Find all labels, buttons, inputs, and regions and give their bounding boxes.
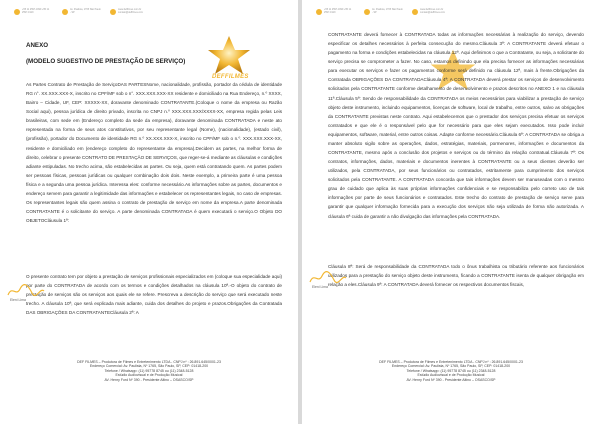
header-contact-address: Av. Paulista, 1765 São Paulo - SP (364, 8, 404, 15)
annex-subheading: (MODELO SUGESTIVO DE PRESTAÇÃO DE SERVIÇO) (26, 58, 186, 65)
document-page-right (302, 0, 600, 424)
header-contact-address: Av. Paulista, 1765 São Paulo - SP (62, 8, 102, 15)
location-icon (364, 9, 370, 15)
mail-icon (110, 9, 116, 15)
contract-body-paragraph: As Partes Contrato de Prestação de ServiçoDAS PARTESNome, nacionalidade, profissão, portador da cédula de identidade RG n°. XX.XXX.XXX-X, inscrito no CPF/MF sob o n°. XXX.XXX.XXX-XX residente e domiciliado na Rua Endereço, n.º XXXX, Bairro – Cidade, UF, CEP: XXXXX-XX, doravante denominado CONTRATANTE.(Coloque o nome da empresa ou Razão Social aqui), pessoa jurídica de direito privado, inscrita no CNPJ n.º XXX.XXX.XXX/XXXX-XX, empresa regida pelas Leis brasileiras, com sede em (Endereço completo da sede da empresa), doravante denominada CONTRATADA e neste ato representada na forma de seus atos constitutivos, por seu representante legal (Nome), (nacionalidade), (estado civil), (profissão), portador do Documento de identidade RG n.º XX.XXX.XXX-X, inscrito no CPF/MF sob o n.º. XXX.XXX.XXX-XX, residente e domiciliado em (endereço completo do representante da empresa).Decidem as partes, na melhor forma de direito, celebrar o presente CONTRATO DE PRESTAÇÃO DE SERVIÇOS, que reger-se-á mediante as cláusulas e condições adiante estipuladas. No trecho acima, são estabelecidas as partes. Ou seja, quem está contratando quem. As partes podem ser pessoas físicas, pessoas jurídicas ou qualquer combinação dois dois. Neste exemplo, a primeira parte é uma pessoa física e a segunda uma pessoa jurídica. Interessa eles: conforme necessário.As informações sobre as partes, documentos e endereço servem para garantir a legitimidade das informações e estabelecer os representantes legais, no caso de empresas. Os representantes legais são quem assina o contrato de prestação de serviço em nome da empresa.A parte denominada CONTRATANTE é o solicitante do serviço. A parte denominada CONTRATADA é quem executará o serviço.O Objeto DO OBJETOCláusula 1ª: (26, 82, 282, 224)
page-header (14, 4, 284, 18)
logo-wordmark: DEFFILMES (212, 74, 249, 80)
header-contact-web: www.deffilmes.com.br contato@deffilmes.com (110, 8, 150, 15)
location-icon (62, 9, 68, 15)
annex-heading: ANEXO (26, 42, 49, 49)
signature-name: Eleni Lima (10, 298, 26, 302)
page-footer: DEF FILMES – Produtora de Filmes e Entretenimento LTDA - CNPJ nº : 26.891.645/0001-23 Endereço Comercial: Av. Paulista, Nº 1765, São Paulo, SP, CEP: 01418-200 Telefone / Whatsapp: (11) 95778 8745 ou (11) 2348-5128 Estúdio Audiovisual e de Produção Musical AV. Henry Ford Nº 390 - Presidente Altino – OSASCO/SP (379, 360, 523, 382)
contract-body-paragraph: CONTRATANTE deverá fornecer à CONTRATADA todas as informações necessárias à realização do serviço, devendo especificar os detalhes necessários à perfeita consecução do mesmo.Cláusula 3ª: A CONTRATANTE deverá efetuar o pagamento na forma e condições estabelecidas na cláusula 12ª. Aqui definimos o que a Contratante, ou seja, a solicitante do serviço precisa se comprometer a fazer. No caso, estamos definindo que ela precisa fornecer as informações necessárias para executar os serviços e fazer os pagamentos conforme será definido na cláusula 12ª, mais à frente.Obrigações da Contratada OBRIGAÇÕES DA CONTRATADACláusula 4ª: A CONTRATADA deverá prestar os serviços de desenvolvimento solicitados pela CONTRATANTE conforme detalhamento de desenvolvimento e prazos descritos no ANEXO 1 e na cláusula 11ª.Cláusula 5ª: Sendo de responsabilidade da CONTRATADA os meios necessários para viabilizar a prestação de serviço objeto deste instrumento, incluindo equipamentos, licenças de software, local de trabalho, entre outros, salvo as obrigações da CONTRATANTE previstas neste contrato. Aqui estabelecemos que o prestador dos serviços precisa efetuar os serviços contratados e que ele é o responsável pelo que for necessário para que eles sejam executados. Isso pode incluir equipamentos, software, material, entre outros coisas. Adapte conforme necessário.Cláusula 6ª: A CONTRATADA se obriga a manter absoluto sigilo sobre as operações, dados, estratégias, materiais, pormenores, informações e documentos da CONTRATANTE, mesmo após a conclusão dos projetos e serviços ou do término da relação contratual.Cláusula 7ª: Os contratos, informações, dados, materiais e documentos inerentes à CONTRATANTE ou a seus clientes deverão ser utilizados, pela CONTRATADA, por seus funcionários ou contratados, estritamente para cumprimento dos serviços solicitados pela CONTRATANTE. A CONTRATADA concorda que tais informações devem ser manuseadas com o mesmo grau de cuidado que aplica às suas próprias informações confidenciais e se responsabiliza pelo correto uso de tais informações por parte de seus funcionários e contratados. Este trecho do contrato de prestação de serviço serve para garantir que qualquer informação fornecida para a execução dos serviços não seja utilizada de forma não autorizada. A cláusula 6ª cuida de garantir a não divulgação das informações pela CONTRATADA. (328, 32, 584, 219)
phone-icon (316, 9, 322, 15)
signature-name: Eleni Lima (312, 285, 328, 289)
phone-icon (14, 9, 20, 15)
document-page-left (0, 0, 298, 424)
contract-clause-paragraph: Cláusula 8ª: Será de responsabilidade da CONTRATADA todo o ônus trabalhista ou tributário referente aos funcionários utilizados para a prestação do serviço objeto deste instrumento, ficando a CONTRATANTE isenta de qualquer obrigação em relação a eles.Cláusula 9ª: A CONTRATADA deverá fornecer os respectivos documentos fiscais, (328, 264, 584, 288)
signature-mark-icon (6, 283, 46, 299)
page-footer: DEF FILMES – Produtora de Filmes e Entretenimento LTDA - CNPJ nº : 26.891.645/0001-23 Endereço Comercial: Av. Paulista, Nº 1765, São Paulo, SP, CEP: 01418-200 Telefone / Whatsapp: (11) 95778 8745 ou (11) 2348-5128 Estúdio Audiovisual e de Produção Musical AV. Henry Ford Nº 390 - Presidente Altino – OSASCO/SP (77, 360, 221, 382)
page-header (316, 4, 586, 18)
contract-object-paragraph: O presente contrato tem por objeto a prestação de serviços profissionais especializados em (coloque sua especialidade aqui) por parte do CONTRATADA de acordo com os termos e condições detalhados na cláusula 10ª.-O objeto do contrato de prestação de serviços são os serviços aos quais ele se refere. Prescreva a descrição do serviço que será executado neste trecho. A cláusula 10ª, que será explicada mais adiante, cuida dos detalhes do projeto e prazos.Obrigações da Contratada DAS OBRIGAÇÕES DA CONTRATANTECláusula 2ª: A (26, 274, 282, 316)
header-contact-phone: +55 11 2597-1999 +55 11 2597-1919 (316, 8, 356, 15)
signature-mark-icon (308, 270, 348, 286)
header-contact-web: www.deffilmes.com.br contato@deffilmes.com (412, 8, 452, 15)
header-contact-phone: +55 11 2597-1999 +55 11 2597-1919 (14, 8, 54, 15)
mail-icon (412, 9, 418, 15)
